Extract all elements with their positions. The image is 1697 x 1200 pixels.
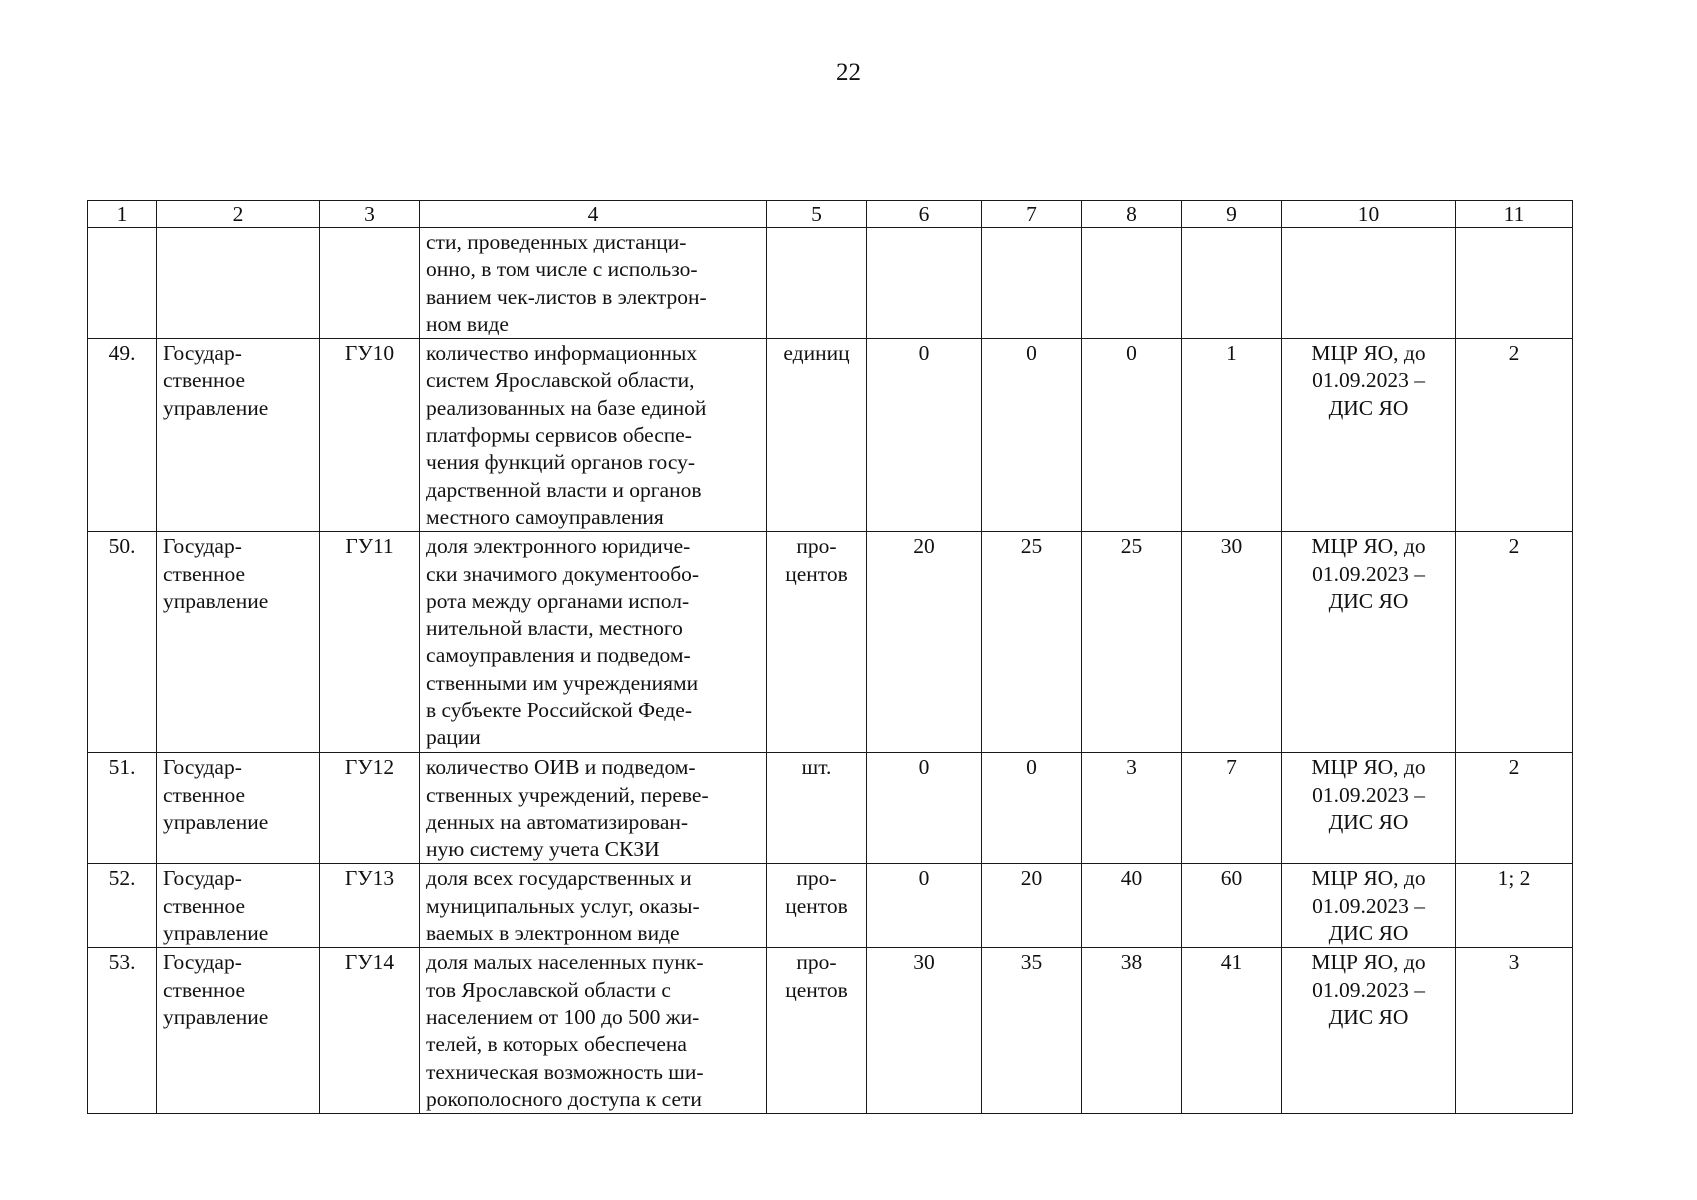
value-cell-9: 7 xyxy=(1182,753,1282,864)
description-line: нительной власти, местного xyxy=(426,616,683,641)
value-cell-8: 25 xyxy=(1082,532,1182,753)
description-line: денных на автоматизирован- xyxy=(426,809,689,834)
table-header-row xyxy=(88,201,1573,228)
description-line: количество информационных xyxy=(426,341,698,366)
row-number-cell: 51. xyxy=(88,753,157,864)
description-cell xyxy=(420,339,767,532)
description-line: онно, в том числе с использо- xyxy=(426,257,698,282)
header-cell-10: 10 xyxy=(1282,201,1456,228)
description-line: чения функций органов госу- xyxy=(426,450,696,475)
description-line: доля электронного юридиче- xyxy=(426,534,691,559)
header-cell-4: 4 xyxy=(420,201,767,228)
area-line: управление xyxy=(163,588,269,613)
header-cell-8: 8 xyxy=(1082,201,1182,228)
responsible-line: ДИС ЯО xyxy=(1328,809,1409,834)
unit-line: центов xyxy=(785,561,848,586)
responsible-cell xyxy=(1282,864,1456,948)
description-line: населением от 100 до 500 жи- xyxy=(426,1004,700,1029)
value-cell-7: 0 xyxy=(982,753,1082,864)
area-line: Государ- xyxy=(163,534,242,559)
unit-cell xyxy=(767,948,867,1114)
area-cell xyxy=(157,339,320,532)
table-row xyxy=(88,864,1573,948)
row-number-cell: 53. xyxy=(88,948,157,1114)
description-line: ванием чек-листов в электрон- xyxy=(426,284,707,309)
unit-cell xyxy=(767,339,867,532)
responsible-line: МЦР ЯО, до xyxy=(1311,755,1426,780)
description-line: доля малых населенных пунк- xyxy=(426,950,704,975)
value-cell-9: 41 xyxy=(1182,948,1282,1114)
unit-line: про- xyxy=(796,866,837,891)
responsible-line: 01.09.2023 – xyxy=(1312,561,1425,586)
responsible-cell xyxy=(1282,532,1456,753)
description-line: ваемых в электронном виде xyxy=(426,921,680,946)
responsible-line: ДИС ЯО xyxy=(1328,588,1409,613)
value-cell-6: 30 xyxy=(867,948,982,1114)
value-cell-9: 60 xyxy=(1182,864,1282,948)
area-cell xyxy=(157,753,320,864)
continuation-cell-7 xyxy=(982,228,1082,339)
continuation-unit-cell xyxy=(767,228,867,339)
value-cell-7: 0 xyxy=(982,339,1082,532)
area-line: Государ- xyxy=(163,950,242,975)
code-cell: ГУ10 xyxy=(320,339,420,532)
value-cell-6: 0 xyxy=(867,864,982,948)
description-line: рации xyxy=(426,725,481,750)
continuation-cell-9 xyxy=(1182,228,1282,339)
area-line: ственное xyxy=(163,368,246,393)
description-line: платформы сервисов обеспе- xyxy=(426,423,692,448)
description-cell xyxy=(420,864,767,948)
value-cell-8: 3 xyxy=(1082,753,1182,864)
header-cell-1: 1 xyxy=(88,201,157,228)
value-cell-7: 25 xyxy=(982,532,1082,753)
description-line: ственными им учреждениями xyxy=(426,670,699,695)
responsible-line: ДИС ЯО xyxy=(1328,395,1409,420)
description-line: ски значимого документообо- xyxy=(426,561,700,586)
value-cell-8: 38 xyxy=(1082,948,1182,1114)
description-line: ную систему учета СКЗИ xyxy=(426,837,660,862)
area-line: управление xyxy=(163,921,269,946)
description-line: телей, в которых обеспечена xyxy=(426,1032,687,1057)
value-cell-6: 20 xyxy=(867,532,982,753)
row-number-cell: 49. xyxy=(88,339,157,532)
value-cell-8: 0 xyxy=(1082,339,1182,532)
description-cell xyxy=(420,532,767,753)
responsible-line: МЦР ЯО, до xyxy=(1311,534,1426,559)
responsible-cell xyxy=(1282,753,1456,864)
page-number: 22 xyxy=(836,59,861,86)
description-cell xyxy=(420,753,767,864)
description-line: ном виде xyxy=(426,311,509,336)
value-cell-9: 30 xyxy=(1182,532,1282,753)
header-cell-2: 2 xyxy=(157,201,320,228)
description-line: ственных учреждений, переве- xyxy=(426,782,709,807)
area-cell xyxy=(157,948,320,1114)
unit-line: про- xyxy=(796,950,837,975)
unit-line: центов xyxy=(785,893,848,918)
indicators-table xyxy=(87,200,1573,1114)
area-line: ственное xyxy=(163,893,246,918)
value-cell-6: 0 xyxy=(867,753,982,864)
col11-cell: 2 xyxy=(1456,532,1573,753)
table-row xyxy=(88,753,1573,864)
header-cell-3: 3 xyxy=(320,201,420,228)
code-cell: ГУ13 xyxy=(320,864,420,948)
area-line: Государ- xyxy=(163,341,242,366)
value-cell-7: 35 xyxy=(982,948,1082,1114)
header-cell-7: 7 xyxy=(982,201,1082,228)
responsible-line: 01.09.2023 – xyxy=(1312,977,1425,1002)
row-number-cell: 50. xyxy=(88,532,157,753)
continuation-cell-8 xyxy=(1082,228,1182,339)
responsible-line: МЦР ЯО, до xyxy=(1311,950,1426,975)
description-line: рокополосного доступа к сети xyxy=(426,1086,702,1111)
value-cell-7: 20 xyxy=(982,864,1082,948)
description-line: самоуправления и подведом- xyxy=(426,643,691,668)
continuation-description-cell xyxy=(420,228,767,339)
unit-cell xyxy=(767,864,867,948)
description-line: в субъекте Российской Феде- xyxy=(426,698,693,723)
area-line: управление xyxy=(163,1004,269,1029)
unit-line: центов xyxy=(785,977,848,1002)
header-cell-11: 11 xyxy=(1456,201,1573,228)
header-cell-9: 9 xyxy=(1182,201,1282,228)
col11-cell: 2 xyxy=(1456,753,1573,864)
responsible-line: ДИС ЯО xyxy=(1328,1004,1409,1029)
code-cell: ГУ12 xyxy=(320,753,420,864)
unit-cell xyxy=(767,532,867,753)
description-line: техническая возможность ши- xyxy=(426,1059,704,1084)
responsible-line: МЦР ЯО, до xyxy=(1311,341,1426,366)
description-line: муниципальных услуг, оказы- xyxy=(426,893,700,918)
row-number-cell: 52. xyxy=(88,864,157,948)
value-cell-8: 40 xyxy=(1082,864,1182,948)
col11-cell: 1; 2 xyxy=(1456,864,1573,948)
description-line: реализованных на базе единой xyxy=(426,395,707,420)
header-cell-6: 6 xyxy=(867,201,982,228)
description-line: местного самоуправления xyxy=(426,504,664,529)
unit-line: шт. xyxy=(801,755,832,780)
col11-cell: 3 xyxy=(1456,948,1573,1114)
table-row xyxy=(88,532,1573,753)
area-cell xyxy=(157,864,320,948)
unit-cell xyxy=(767,753,867,864)
description-line: систем Ярославской области, xyxy=(426,368,695,393)
continuation-code-cell xyxy=(320,228,420,339)
value-cell-9: 1 xyxy=(1182,339,1282,532)
description-line: сти, проведенных дистанци- xyxy=(426,230,687,254)
continuation-row xyxy=(88,228,1573,339)
unit-line: единиц xyxy=(783,341,850,366)
continuation-num-cell xyxy=(88,228,157,339)
continuation-cell-11 xyxy=(1456,228,1573,339)
responsible-cell xyxy=(1282,339,1456,532)
responsible-line: 01.09.2023 – xyxy=(1312,782,1425,807)
table-row xyxy=(88,339,1573,532)
code-cell: ГУ14 xyxy=(320,948,420,1114)
unit-line: про- xyxy=(796,534,837,559)
responsible-line: МЦР ЯО, до xyxy=(1311,866,1426,891)
continuation-area-cell xyxy=(157,228,320,339)
responsible-line: ДИС ЯО xyxy=(1328,921,1409,946)
description-line: количество ОИВ и подведом- xyxy=(426,755,696,780)
description-line: доля всех государственных и xyxy=(426,866,692,891)
area-line: управление xyxy=(163,395,269,420)
description-cell xyxy=(420,948,767,1114)
description-line: рота между органами испол- xyxy=(426,588,690,613)
area-line: ственное xyxy=(163,977,246,1002)
code-cell: ГУ11 xyxy=(320,532,420,753)
header-cell-5: 5 xyxy=(767,201,867,228)
description-line: тов Ярославской области с xyxy=(426,977,671,1002)
continuation-cell-6 xyxy=(867,228,982,339)
responsible-line: 01.09.2023 – xyxy=(1312,368,1425,393)
area-line: Государ- xyxy=(163,866,242,891)
table-row xyxy=(88,948,1573,1114)
responsible-cell xyxy=(1282,948,1456,1114)
continuation-cell-10 xyxy=(1282,228,1456,339)
area-line: Государ- xyxy=(163,755,242,780)
value-cell-6: 0 xyxy=(867,339,982,532)
description-line: дарственной власти и органов xyxy=(426,477,702,502)
responsible-line: 01.09.2023 – xyxy=(1312,893,1425,918)
area-line: ственное xyxy=(163,561,246,586)
area-line: ственное xyxy=(163,782,246,807)
col11-cell: 2 xyxy=(1456,339,1573,532)
area-line: управление xyxy=(163,809,269,834)
area-cell xyxy=(157,532,320,753)
